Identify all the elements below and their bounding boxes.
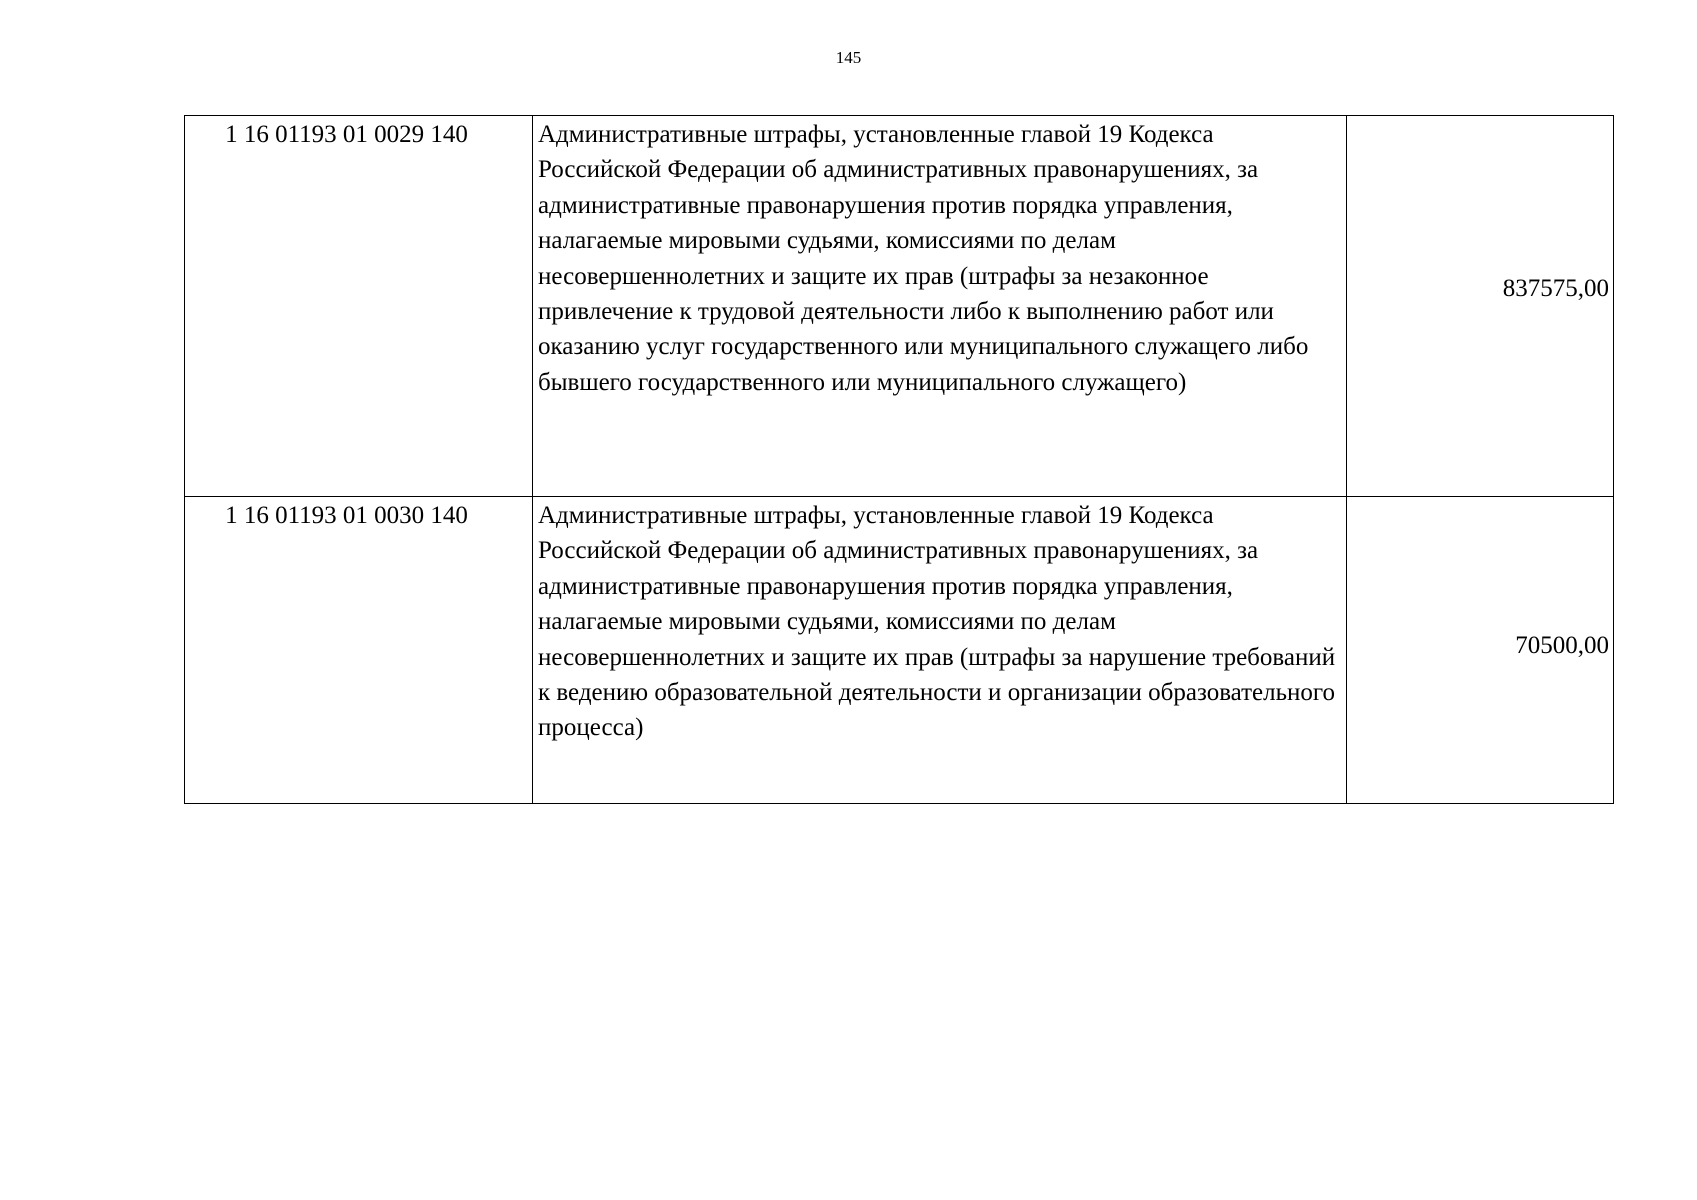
amount-cell — [1347, 116, 1614, 497]
page-number: 145 — [835, 48, 862, 67]
classification-code-cell: 1 16 01193 01 0029 140 — [185, 116, 533, 497]
description-cell: Административные штрафы, установленные главой 19 Кодекса Российской Федерации об административных правонарушениях, за административные правонарушения против порядка управления, налагаемые мировыми судьями, комиссиями по делам несовершеннолетних и защите их прав (штрафы за незаконное привлечение к трудовой деятельности либо к выполнению работ или оказанию услуг государственного или муниципального служащего либо бывшего государственного или муниципального служащего) — [533, 116, 1347, 497]
amount-cell — [1347, 497, 1614, 804]
table-row — [185, 116, 1614, 497]
amount-value: 70500,00 — [1515, 632, 1609, 660]
amount-value: 837575,00 — [1502, 275, 1609, 303]
classification-code-cell: 1 16 01193 01 0030 140 — [185, 497, 533, 804]
description-cell: Административные штрафы, установленные главой 19 Кодекса Российской Федерации об административных правонарушениях, за административные правонарушения против порядка управления, налагаемые мировыми судьями, комиссиями по делам несовершеннолетних и защите их прав (штрафы за нарушение требований к ведению образовательной деятельности и организации образовательного процесса) — [533, 497, 1347, 804]
table-row — [185, 497, 1614, 804]
budget-table — [184, 115, 1614, 804]
